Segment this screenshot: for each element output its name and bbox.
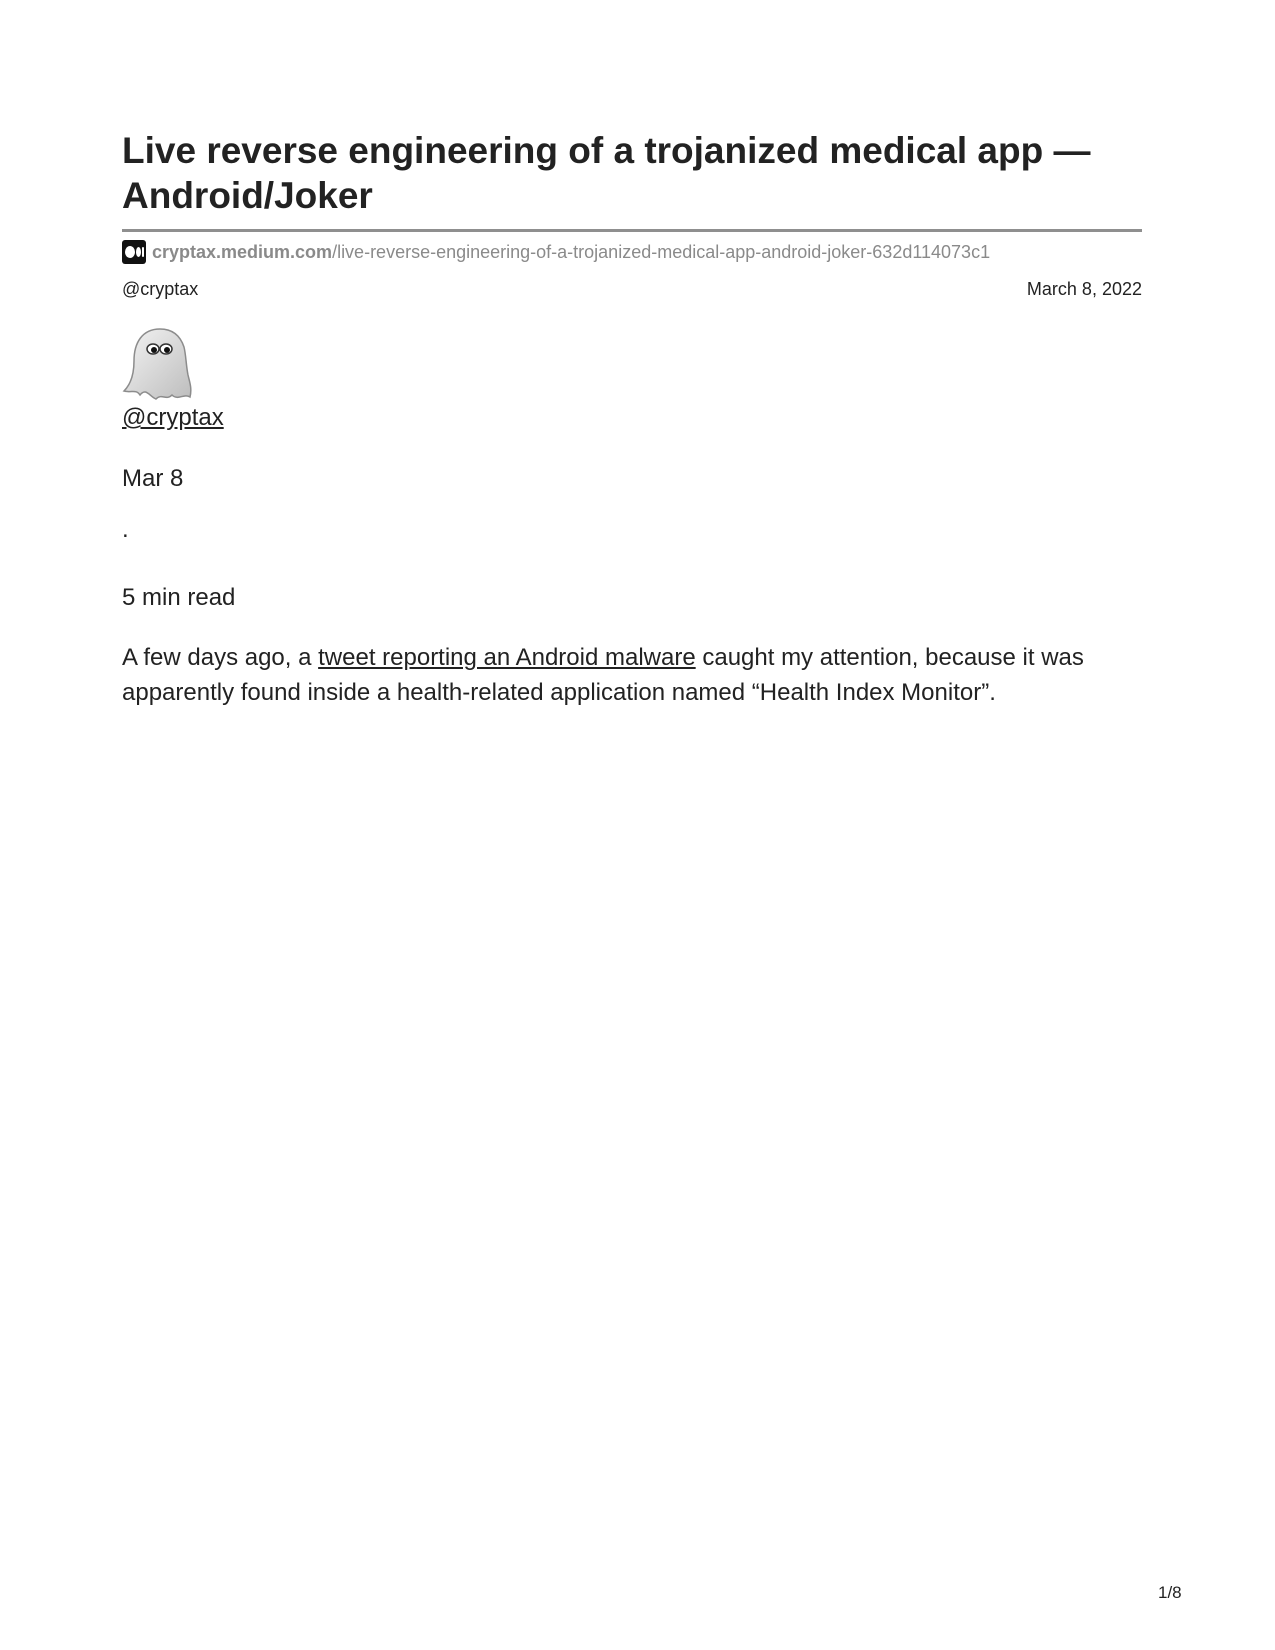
meta-author: @cryptax [122, 279, 199, 299]
publish-date: Mar 8 [122, 465, 184, 492]
para-text-start: A few days ago, a [122, 644, 319, 671]
author-link[interactable]: @cryptax [122, 404, 224, 431]
read-time: 5 min read [122, 584, 236, 611]
medium-logo-icon [122, 240, 146, 264]
source-domain: cryptax.medium.com [152, 241, 333, 262]
page-number: 1/8 [1158, 1583, 1182, 1602]
body-paragraph [122, 640, 1142, 710]
byline-separator: . [122, 516, 129, 543]
para-text-end: caught my attention, because it was apparently found inside a health-related application named “Health Index Monitor”. [122, 644, 1084, 706]
tweet-link[interactable]: tweet reporting an Android malware [318, 644, 696, 671]
meta-date: March 8, 2022 [1026, 279, 1142, 299]
article-title: Live reverse engineering of a trojanized medical app — Android/Joker [122, 130, 1091, 216]
ghost-avatar-icon[interactable] [122, 325, 198, 405]
source-path: /live-reverse-engineering-of-a-trojanized-medical-app-android-joker-632d114073c1 [332, 241, 991, 262]
title-divider [122, 229, 1142, 232]
source-url-row[interactable] [122, 240, 990, 264]
